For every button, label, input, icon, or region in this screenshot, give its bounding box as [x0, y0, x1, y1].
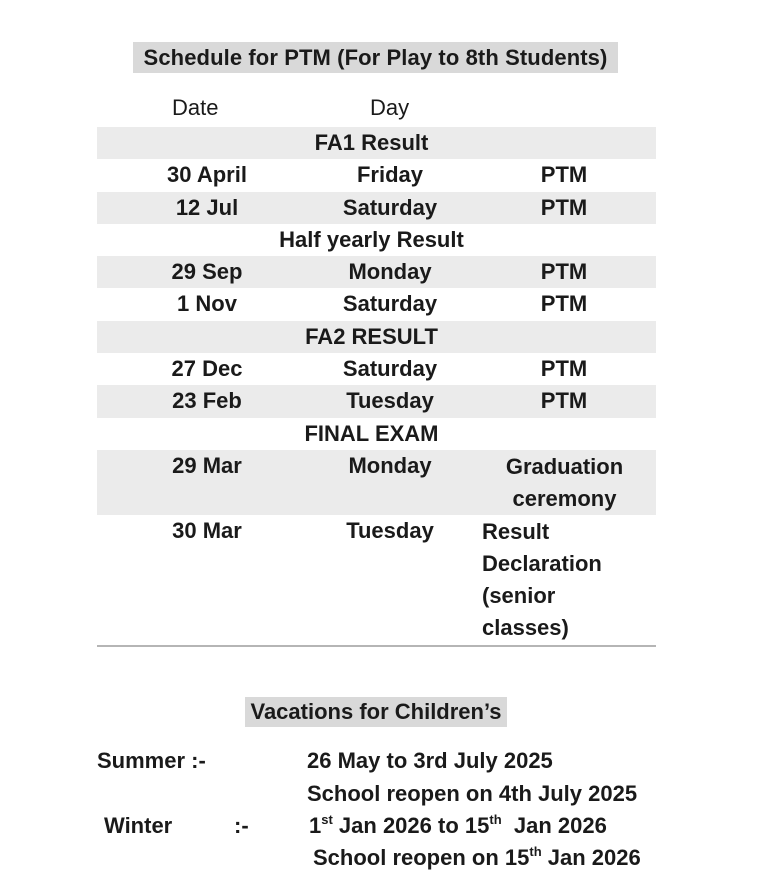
row-day: Tuesday: [346, 388, 434, 414]
winter-end-text: Jan 2026: [501, 813, 607, 838]
winter-mid-text: Jan 2026 to 15: [332, 813, 490, 838]
date-column-header: Date: [172, 95, 219, 120]
winter-reopen: [313, 844, 641, 872]
row-note: PTM: [540, 162, 588, 188]
table-row: [97, 353, 656, 385]
row-day: Monday: [348, 452, 432, 478]
row-note: PTM: [540, 291, 588, 317]
winter-start-suffix: st: [321, 812, 333, 827]
winter-end-suffix: th: [489, 812, 502, 827]
winter-reopen-suffix: th: [529, 844, 542, 859]
table-row: [97, 450, 656, 515]
section-row: [97, 321, 656, 353]
winter-reopen-end: Jan 2026: [541, 845, 641, 870]
row-note: Result Declaration (senior classes): [482, 518, 602, 640]
row-date: 27 Dec: [171, 356, 243, 382]
section-label: FA2 RESULT: [305, 323, 438, 349]
row-date: 29 Sep: [171, 259, 243, 285]
row-day: Saturday: [342, 291, 438, 317]
vacations-title: Vacations for Children’s: [245, 697, 507, 727]
section-label: FINAL EXAM: [304, 420, 439, 446]
row-day: Friday: [356, 162, 424, 188]
winter-label: Winter: [104, 813, 173, 838]
row-day: Tuesday: [346, 517, 434, 543]
row-date: 12 Jul: [175, 194, 239, 220]
summer-label: Summer :-: [97, 748, 206, 773]
winter-separator: :-: [234, 813, 249, 838]
row-day: Saturday: [342, 194, 438, 220]
winter-start-day: 1: [309, 813, 322, 838]
schedule-title: Schedule for PTM (For Play to 8th Students): [133, 42, 618, 73]
table-row: [97, 288, 656, 320]
table-row: [97, 159, 656, 191]
row-date: 30 Mar: [172, 517, 242, 543]
row-day: Saturday: [342, 356, 438, 382]
row-note: PTM: [540, 356, 588, 382]
ptm-schedule-table: [97, 127, 656, 647]
section-row: [97, 418, 656, 450]
summer-dates: 26 May to 3rd July 2025: [307, 748, 553, 773]
day-column-header: Day: [370, 95, 410, 120]
row-date: 30 April: [167, 162, 247, 188]
winter-dates: [309, 812, 607, 840]
row-date: 29 Mar: [172, 452, 242, 478]
row-note: Graduation ceremony: [505, 453, 624, 511]
table-row: [97, 192, 656, 224]
row-date: 1 Nov: [177, 291, 237, 317]
row-note: PTM: [540, 194, 588, 220]
table-row: [97, 385, 656, 417]
section-row: [97, 224, 656, 256]
section-row: [97, 127, 656, 159]
table-row: [97, 515, 656, 647]
table-row: [97, 256, 656, 288]
summer-reopen: School reopen on 4th July 2025: [307, 781, 638, 806]
winter-reopen-text: School reopen on 15: [313, 845, 530, 870]
section-label: FA1 Result: [314, 130, 429, 155]
row-day: Monday: [348, 259, 432, 285]
row-note: PTM: [540, 388, 588, 414]
row-note: PTM: [540, 259, 588, 285]
row-date: 23 Feb: [172, 388, 242, 414]
section-label: Half yearly Result: [279, 226, 464, 252]
